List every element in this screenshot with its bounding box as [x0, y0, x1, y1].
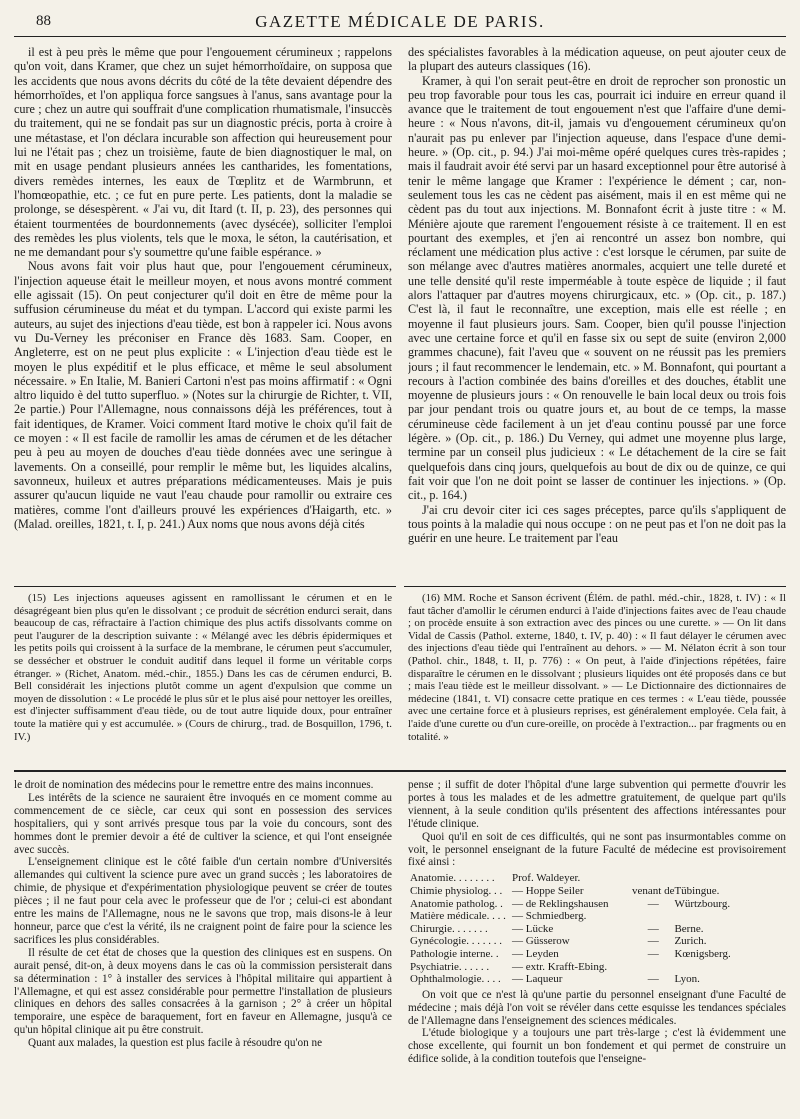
page-header [14, 10, 786, 37]
table-row [410, 872, 770, 885]
origin-cell: Zurich. [674, 935, 707, 948]
paragraph: il est à peu près le même que pour l'engouement cérumineux ; rappelons qu'on voit, dans Kramer, que chez un sujet hémorrhoïdaire, on supposa que les accidents que nous avons décrits du côté de la tête devaient dépendre des hémorrhoïdes, et l'on appliqua force sangsues à l'anus, sans avantage pour la cure ; chez un autre qui souffrait d'une complication rhumatismale, l'insuccès du traitement, qui ne se fondait pas sur un diagnostic précis, porta à croire à une métastase, et l'on déclara incurable son affection qui heureusement pour lui ne l'était pas ; chez un troisième, faute de bien diagnostiquer le mal, on mit en usage pendant plusieurs années les cantharides, les fomentations, divers remèdes internes, les eaux de Tœplitz et de Warmbrunn, et l'homœopathie, etc. ; ce fut en pure perte. Les patients, dont la maladie se prolonge, se désespèrent. « J'ai vu, dit Itard (t. II, p. 23), des personnes qui étaient tourmentées de bourdonnements (avec dysécée), solliciter l'emploi des remèdes les plus violents, tels que le moxa, le séton, la cautérisation, et ne me demandant pour s'y soumettre qu'une faible espérance. » [14, 45, 392, 260]
section-divider [14, 770, 786, 772]
professor-cell: — Güsserow [512, 935, 570, 948]
main-article [14, 45, 786, 583]
professor-cell: — Schmiedberg. [512, 910, 587, 923]
professor-cell: — Hoppe Seiler [512, 884, 584, 897]
footnote-15 [14, 592, 392, 758]
origin-cell: Lyon. [674, 973, 700, 986]
footnote-16 [408, 592, 786, 758]
subject-cell: Anatomie patholog. . [410, 897, 503, 910]
table-row [410, 885, 770, 898]
paragraph: Il résulte de cet état de choses que la question des cliniques est en suspens. On aurait pensé, dit-on, à deux moyens dans le cas où la commission persisterait dans sa détermination : 1° à installer des services à l'hôpital militaire qui appartient à l'Allemagne, et qui est assez considérable pour permettre l'installation de plusieurs cliniques en dehors des salles consacrées à la garnison ; 2° à créer un hôpital temporaire, une espèce de baraquement, fort en faveur en Allemagne, jusqu'à ce qu'un hôpital clinique ait pu être construit. [14, 946, 392, 1037]
feuilleton-section [14, 779, 786, 1119]
subject-cell: Pathologie interne. . [410, 947, 499, 960]
paragraph: Nous avons fait voir plus haut que, pour l'engouement cérumineux, l'injection aqueuse était le meilleur moyen, et nous avons montré comment elle agissait (15). On peut conjecturer qu'il doit en être de même pour la suffusion cérumineuse du méat et du tympan. L'accord qui existe parmi les auteurs, au sujet des injections d'eau tiède, est bon à rappeler ici. Nous avons vu Du-Verney les préconiser en France dès 1683. Sam. Cooper, en Angleterre, est on ne peut plus explicite : « L'injection d'eau tiède est le moyen le plus expéditif et le plus efficace, et même le seul absolument nécessaire. » En Italie, M. Banieri Cartoni n'est pas moins affirmatif : « Ogni altro liquido è del tutto superfluo. » (Notes sur la chirurgie de Richter, t. VII, 2e partie.) Pour l'Allemagne, nous connaissons déjà les préférences, tout à fait identiques, de Kramer. Voici comment Itard motive le choix qu'il fait de ce moyen : « Il est facile de ramollir les amas de cérumen et de les détacher peu à peu au moyen de douches d'eau tiède données avec une seringue à lavements. On a conseillé, pour remplir le même but, les liquides alcalins, savonneux, huileux et autres préparations médicamenteuses. Mais je puis assurer qu'aucun liquide ne vaut l'eau chaude pour ramollir ou extraire ces matières, comme l'ont d'ailleurs prouvé les expériences d'Haigarth, etc. » (Malad. oreilles, 1821, t. I, p. 241.) Aux noms que nous avons déjà cités [14, 259, 392, 531]
origin-dash: — [647, 935, 659, 948]
footnote-rule-right [404, 586, 786, 587]
origin-cell [674, 910, 770, 923]
table-row [410, 910, 770, 923]
paragraph: Quant aux malades, la question est plus facile à résoudre qu'on ne [28, 1037, 323, 1050]
footnote-rule [14, 586, 786, 587]
table-row [410, 923, 770, 936]
paragraph: le droit de nomination des médecins pour le remettre entre des mains inconnues. [14, 779, 374, 791]
paragraph: On voit que ce n'est là qu'une partie du personnel enseignant d'une Faculté de médecine ; mais déjà l'on voit se révéler dans cette esquisse les tendances spéciales de l'Allemagne dans l'enseignement des sciences médicales. [408, 988, 786, 1027]
table-row [410, 935, 770, 948]
subject-cell: Chimie physiolog. . . [410, 884, 503, 897]
origin-dash: — [647, 947, 659, 960]
table-row [410, 948, 770, 961]
main-column-left [14, 45, 392, 583]
origin-cell [674, 961, 770, 974]
origin-dash: — [647, 922, 659, 935]
footnotes [14, 592, 786, 758]
footnote-text: (16) MM. Roche et Sanson écrivent (Élém. de pathl. méd.-chir., 1828, t. IV) : « Il faut tâcher d'amollir le cérumen endurci à l'aide d'injections faites avec de l'eau chaude ; on procède ensuite à son extraction avec des pinces ou une curette. » — On lit dans Vidal de Cassis (Pathol. externe, 1840, t. IV, p. 40) : « Il faut délayer le cérumen avec des injections d'eau tiède qui l'entraînent au dehors. » — M. Nélaton écrit à son tour (Pathol. chir., 1848, t. II, p. 776) : « On peut, à l'aide d'injections répétées, faire disparaître le cérumen en le dissolvant ; plusieurs liquides ont été proposés dans ce but ; mais l'eau tiède est le meilleur dissolvant. » — Le Dictionnaire des dictionnaires de médecine (1841, t. VI) consacre cette pratique en ces termes : « L'eau tiède, poussée avec une certaine force et à plusieurs reprises, est généralement employée. Cela fait, à l'aide d'une curette ou d'un cure-oreille, on procède à l'extraction... par fragments ou en totalité. » [408, 592, 786, 743]
footnote-rule-left [14, 586, 396, 587]
origin-cell [674, 872, 770, 885]
journal-title: GAZETTE MÉDICALE DE PARIS. [255, 12, 545, 31]
subject-cell: Ophthalmologie. . . . [410, 973, 501, 986]
subject-cell: Matière médicale. . . . [410, 910, 506, 923]
origin-cell: Würtzbourg. [674, 897, 731, 910]
footnote-text: (15) Les injections aqueuses agissent en ramollissant le cérumen et en le désagrégeant bien plus qu'en le dissolvant ; ce produit de sécrétion endurci serait, dans beaucoup de cas, réfractaire à l'action chimique des plus actifs dissolvants comme on peut l'augurer de la description suivante : « Mélangé avec les débris épidermiques et les petits poils qui croissent à la surface de la membrane, le cérumen peut s'accumuler, se dessécher et obstruer le conduit auditif dans lequel il forme un véritable corps étranger. » (Richet, Anatom. méd.-chir., 1855.) Dans les cas de cérumen endurci, B. Bell considérait les injections plutôt comme un agent d'expulsion que comme un moyen de dissolution : « Le procédé le plus sûr et le plus aisé pour nettoyer les oreilles, est d'injecter suffisamment d'eau tiède, ou de tout autre liquide doux, pour entraîner toute la matière qui y est accumulée. » (Cours de chirurg., trad. de Bosquillon, 1796, t. IV.) [14, 592, 392, 743]
professor-cell: — extr. Krafft-Ebing. [512, 960, 608, 973]
main-column-right [408, 45, 786, 583]
table-row [410, 898, 770, 911]
paragraph: Kramer, à qui l'on serait peut-être en droit de reprocher son pronostic un peu trop favorable pour tous les cas, pourrait ici induire en erreur quand il avance que le traitement de tout engouement n'est que l'affaire d'une demi-heure : « Nous n'avons, dit-il, jamais vu d'engouement cérumineux qu'on n'aurait pas pu enlever par l'injection aqueuse, dans l'espace d'une demi-heure. » (Op. cit., p. 94.) J'ai moi-même opéré quelques cures très-rapides ; mais il faudrait avoir été servi par un hasard exceptionnel pour être autorisé à tenir le même langage que Kramer : l'expérience le dément ; car, non-seulement tous les cas ne cèdent pas aisément, mais il en est même qui ne cèdent pas du tout aux injections. M. Bonnafont écrit à juste titre : « M. Ménière ajoute que rarement l'engouement résiste à ce traitement. Il en est pourtant des exemples, et j'en ai rencontré un assez bon nombre, qui réclament une médication plus active : c'est lorsque le cérumen, par suite de son mélange avec d'autres matières anormales, acquiert une telle dureté et une telle densité qu'il reste imperméable à toute espèce de liquide ; il faut alors l'attaquer par d'autres moyens chirurgicaux, etc. » (Op. cit., p. 187.) C'est là, il faut le reconnaître, une exception, mais elle est réelle ; en moyenne il faut plusieurs jours. Sam. Cooper, bien qu'il pousse l'injection avec une certaine force et qu'il en fasse six ou sept de suite (environ 2,000 grammes chacune), fait l'aveu que « souvent on ne réussit pas les premiers jours ; il faut recommencer le lendemain, etc. » M. Bonnafont, qui pourtant a recours à l'action combinée des bains d'oreilles et des douches, établit une moyenne de plusieurs jours : « On renouvelle le bain local deux ou trois fois par jour pendant trois ou quatre jours et, au bout de ce temps, la masse cérumineuse cède facilement à un jet d'eau continu poussé par une force légère. » (Op. cit., p. 186.) Du Verney, qui admet une moyenne plus large, termine par un conseil plus judicieux : « Le détachement de la cire se fait quelquefois dans cinq jours, quelquefois au bout de dix ou de quinze, ce qui fait voir que l'on ne doit point se lasser de continuer les injections. » (Op. cit., p. 164.) [408, 73, 786, 503]
origin-dash: venant de [632, 884, 675, 897]
faculty-table [410, 872, 770, 985]
professor-cell: — de Reklingshausen [512, 897, 609, 910]
bottom-column-right [408, 779, 786, 1119]
origin-dash: — [647, 973, 659, 986]
subject-cell: Anatomie. . . . . . . . [410, 872, 495, 885]
origin-dash [632, 910, 674, 923]
paragraph: des spécialistes favorables à la médication aqueuse, on peut ajouter ceux de la plupart des auteurs classiques (16). [408, 45, 786, 74]
paragraph: L'étude biologique y a toujours une part très-large ; c'est là évidemment une chose excellente, qui fournit un bon fondement et qui permet de construire un édifice solide, à la condition toutefois que l'enseigne- [408, 1027, 786, 1066]
bottom-column-left [14, 779, 392, 1119]
professor-cell: Prof. Waldeyer. [512, 872, 581, 885]
professor-cell: — Laqueur [512, 973, 563, 986]
professor-cell: — Leyden [512, 947, 559, 960]
origin-cell: Kœnigsberg. [674, 947, 731, 960]
paragraph: J'ai cru devoir citer ici ces sages préceptes, parce qu'ils s'appliquent de tous points à la maladie qui nous occupe : on ne peut pas et l'on ne doit pas la guérir en une heure. Le traitement par l'eau [408, 502, 786, 546]
professor-cell: — Lücke [512, 922, 554, 935]
subject-cell: Psychiatrie. . . . . . [410, 960, 490, 973]
origin-cell: Tübingue. [674, 884, 720, 897]
origin-cell: Berne. [674, 922, 704, 935]
paragraph: L'enseignement clinique est le côté faible d'un certain nombre d'Universités allemandes qui cultivent la science pure avec un grand succès ; les laboratoires de chimie, de physique et d'expérimentation physiologique peuvent se créer de toutes pièces ; il ne faut pour cela avec le professeur que de l'or ; celui-ci est abondant entre les mains de l'Allemagne, nous ne le savons que trop, mais disons-le à leur honneur, parce que c'est la vérité, ils ne craignent point de faire pour la science les sacrifices les plus considérables. [14, 856, 392, 946]
subject-cell: Gynécologie. . . . . . . [410, 935, 502, 948]
table-row [410, 961, 770, 974]
table-row [410, 973, 770, 986]
origin-dash: — [647, 897, 659, 910]
paragraph: pense ; il suffit de doter l'hôpital d'une large subvention qui permette d'ouvrir les portes à tous les malades et de les admettre gratuitement, de quelque part qu'ils viennent, à la seule condition qu'ils présentent des affections intéressantes pour l'étude clinique. [408, 779, 786, 830]
paragraph: Les intérêts de la science ne sauraient être invoqués en ce moment comme au commencement de ce siècle, car ceux qui sont en possession des services hospitaliers, qui y sont arrivés presque tous par la voie du concours, sont des hommes dont le premier devoir a été de cultiver la science, et qui l'ont enseignée avec succès. [14, 791, 392, 856]
origin-dash [632, 961, 674, 974]
subject-cell: Chirurgie. . . . . . . [410, 922, 488, 935]
origin-dash [632, 872, 674, 885]
page-number: 88 [36, 13, 51, 29]
paragraph: Quoi qu'il en soit de ces difficultés, qui ne sont pas insurmontables comme on voit, le personnel enseignant de la future Faculté de médecine est provisoirement fixé ainsi : [408, 830, 786, 869]
